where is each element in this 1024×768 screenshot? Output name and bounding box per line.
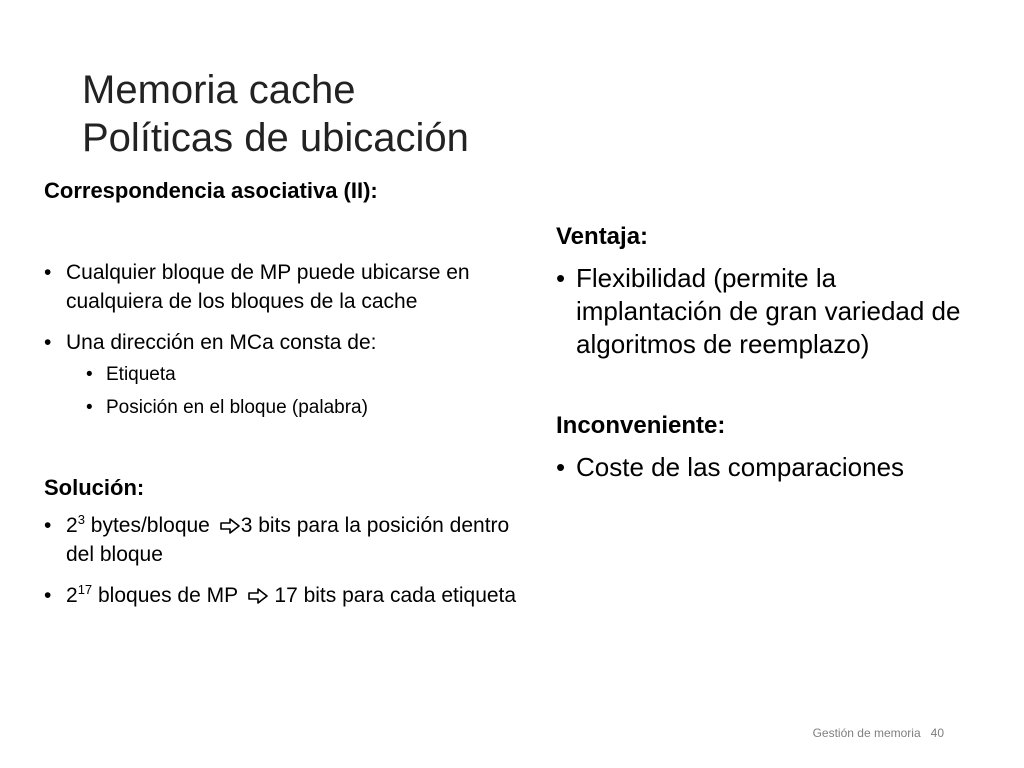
footer-section-label: Gestión de memoria bbox=[812, 726, 921, 740]
sub-bullet-word-position bbox=[44, 393, 524, 423]
power-exponent: 17 bbox=[77, 582, 93, 598]
solution-heading: Solución: bbox=[44, 475, 145, 500]
solution-bullet-block-count-lead: bloques de MP bbox=[92, 584, 244, 607]
bullet-address-composition bbox=[44, 328, 524, 357]
sub-bullet-tag-text: Etiqueta bbox=[106, 364, 176, 385]
slide-footer bbox=[813, 726, 944, 740]
advantage-list bbox=[556, 262, 976, 361]
solution-bullet-list bbox=[44, 511, 524, 610]
bullet-address-composition-text: Una dirección en MCa consta de: bbox=[66, 331, 377, 354]
slide-title bbox=[82, 66, 469, 162]
power-base: 2 bbox=[66, 584, 78, 607]
outline-right-arrow-icon bbox=[220, 518, 240, 534]
solution-bullet-block-size-lead: bytes/bloque bbox=[84, 514, 216, 537]
bullet-any-block bbox=[44, 258, 524, 316]
right-column bbox=[556, 220, 976, 484]
disadvantage-item-text: Coste de las comparaciones bbox=[576, 452, 905, 482]
advantage-heading: Ventaja: bbox=[556, 223, 649, 250]
disadvantage-heading: Inconveniente: bbox=[556, 412, 726, 439]
bullet-any-block-text: Cualquier bloque de MP puede ubicarse en cualquiera de los bloques de la cache bbox=[66, 261, 470, 313]
slide-number: 40 bbox=[930, 726, 944, 740]
advantage-item-text: Flexibilidad (permite la implantación de gran variedad de algoritmos de reemplazo) bbox=[576, 263, 961, 359]
associative-heading: Correspondencia asociativa (II): bbox=[44, 178, 378, 203]
solution-bullet-block-size-result: 3 bits para la posición dentro del bloque bbox=[66, 514, 510, 566]
sub-bullet-tag bbox=[44, 360, 524, 390]
solution-bullet-block-count bbox=[44, 581, 524, 610]
disadvantage-item bbox=[556, 451, 976, 484]
left-column bbox=[44, 176, 524, 610]
power-exponent: 3 bbox=[77, 512, 85, 528]
solution-bullet-block-size bbox=[44, 511, 524, 569]
solution-bullet-block-count-result: 17 bits para cada etiqueta bbox=[268, 584, 517, 607]
outline-right-arrow-icon bbox=[248, 588, 268, 604]
sub-bullet-word-position-text: Posición en el bloque (palabra) bbox=[106, 397, 368, 418]
power-base: 2 bbox=[66, 514, 78, 537]
slide-title-line1: Memoria cache bbox=[82, 68, 356, 112]
disadvantage-list bbox=[556, 451, 976, 484]
associative-bullet-list bbox=[44, 258, 524, 423]
slide-title-line2: Políticas de ubicación bbox=[82, 116, 469, 160]
advantage-item bbox=[556, 262, 976, 361]
